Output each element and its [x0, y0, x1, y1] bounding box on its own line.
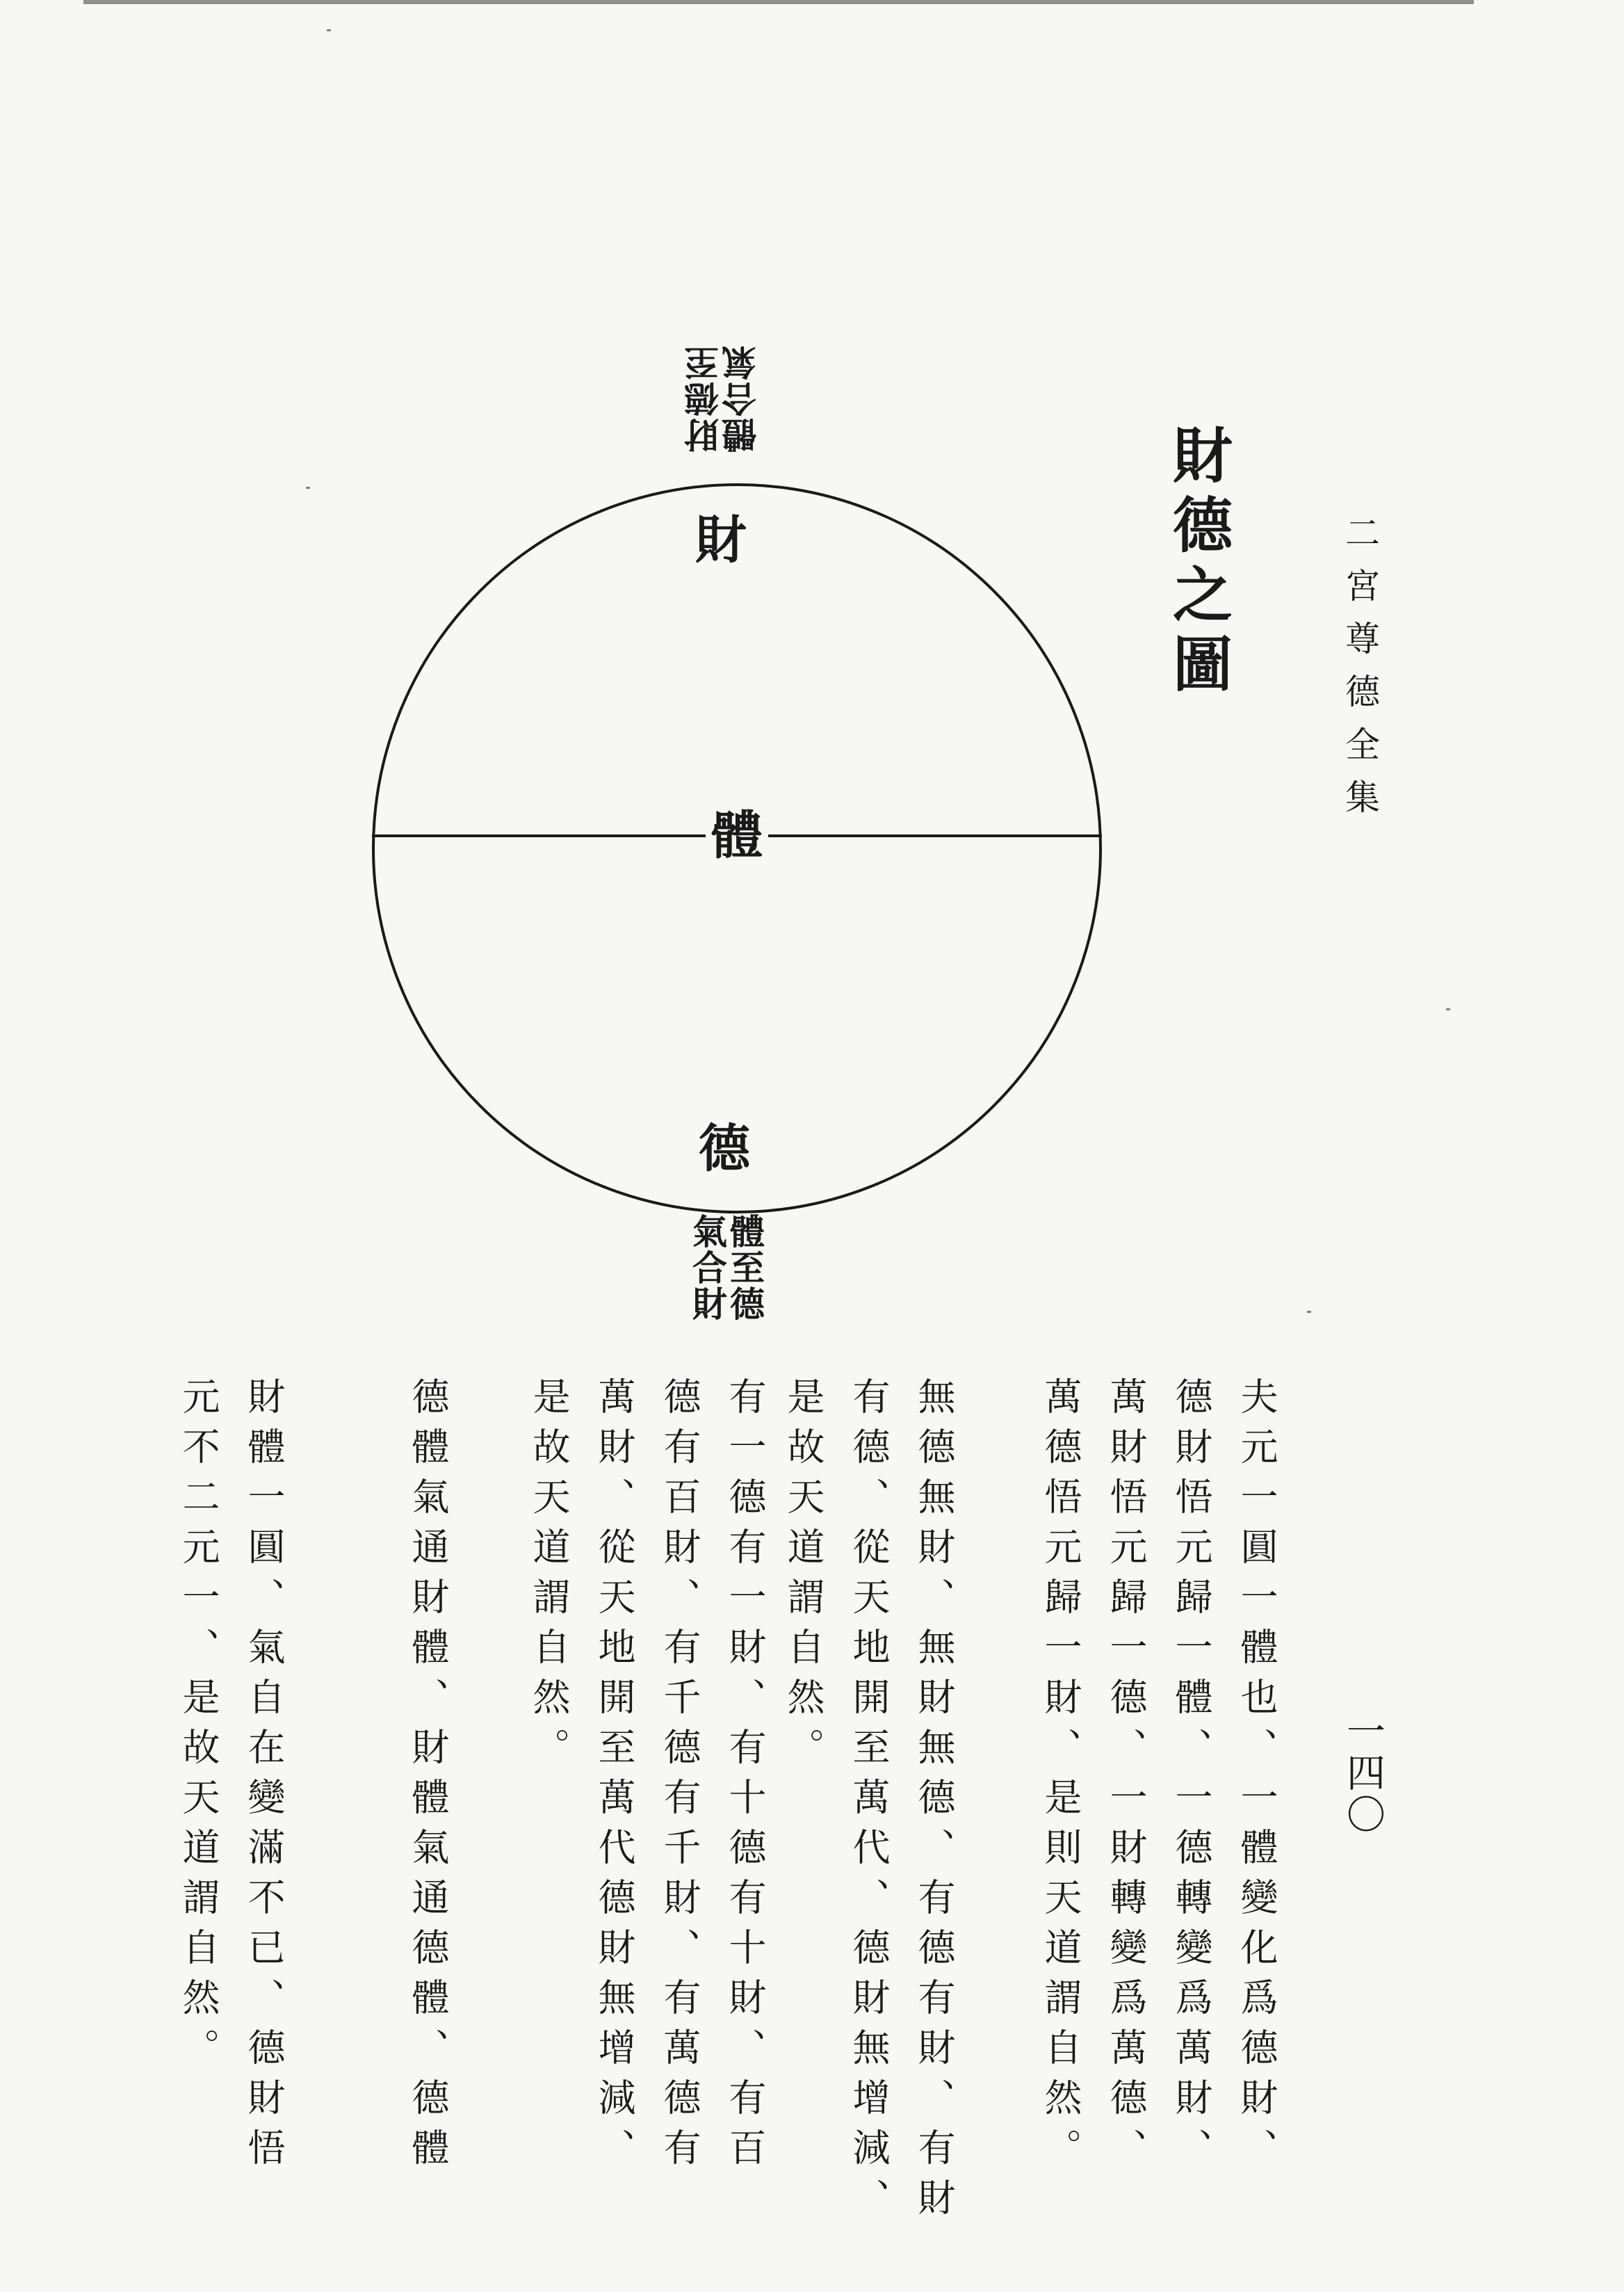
paragraph-line: 有一德有一財、有十德有十財、有百	[723, 1377, 767, 2178]
running-header: 二宮尊德全集	[1340, 515, 1380, 832]
page-number: 一四〇	[1340, 1711, 1386, 1836]
paragraph-line: 萬德悟元歸一財、是則天道謂自然。	[1039, 1377, 1082, 2178]
top-annotation	[683, 344, 762, 453]
bottom-annotation-line-1: 體至德	[724, 1213, 765, 1322]
paragraph-line: 元不二元一、是故天道謂自然。	[177, 1377, 220, 2078]
paragraph-3	[527, 1377, 767, 2178]
bottom-label: 德	[699, 1119, 750, 1179]
scan-speck	[306, 487, 310, 489]
top-label: 財	[695, 510, 747, 570]
paragraph-line: 萬財、從天地開至萬代德財無增減、	[592, 1377, 636, 2178]
paragraph-line: 有德、從天地開至萬代、德財無增減、	[847, 1377, 891, 2228]
scan-speck	[327, 29, 331, 31]
center-label: 體	[706, 810, 768, 862]
paragraph-1	[1039, 1377, 1278, 2178]
paragraph-line: 是故天道謂自然。	[527, 1377, 571, 1777]
paragraph-4	[406, 1377, 450, 2178]
scan-speck	[1446, 1008, 1450, 1010]
top-annotation-line-2: 體合氣	[721, 344, 762, 453]
figure-title: 財德之圖	[1162, 424, 1233, 702]
paragraph-line: 夫元一圓一體也、一體變化爲德財、	[1235, 1377, 1278, 2178]
paragraph-line: 無德無財、無財無德、有德有財、有財	[912, 1377, 956, 2228]
top-annotation-line-1: 財德至	[683, 344, 724, 453]
scan-top-edge	[83, 0, 1474, 4]
paragraph-line: 德財悟元歸一體、一德轉變爲萬財、	[1169, 1377, 1213, 2178]
bottom-annotation	[687, 1213, 765, 1322]
paragraph-line: 德體氣通財體、財體氣通德體、德體	[406, 1377, 450, 2178]
paragraph-line: 是故天道謂自然。	[781, 1377, 825, 1777]
paragraph-line: 德有百財、有千德有千財、有萬德有	[658, 1377, 701, 2178]
paragraph-5	[177, 1377, 286, 2178]
bottom-annotation-line-2: 氣合財	[687, 1213, 728, 1322]
scan-speck	[1307, 1311, 1311, 1313]
paragraph-2	[781, 1377, 956, 2228]
paragraph-line: 財體一圓、氣自在變滿不已、德財悟	[242, 1377, 286, 2178]
paragraph-line: 萬財悟元歸一德、一財轉變爲萬德、	[1104, 1377, 1148, 2178]
